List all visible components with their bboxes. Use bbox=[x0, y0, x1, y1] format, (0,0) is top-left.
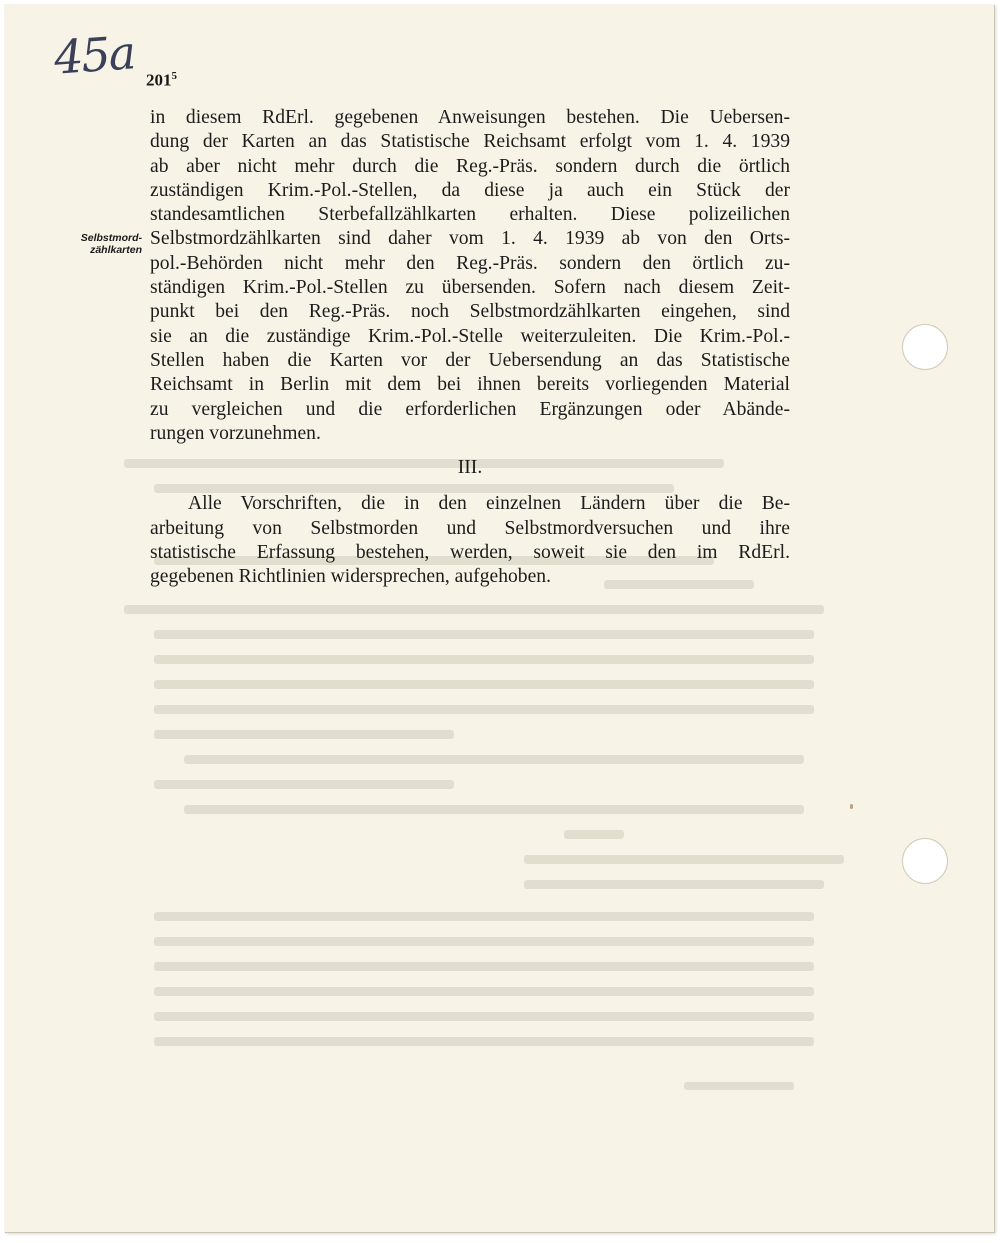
handwritten-page-mark: 45a bbox=[52, 25, 136, 85]
paragraph-2 bbox=[150, 492, 790, 589]
page-number-superscript: 5 bbox=[171, 70, 177, 82]
page-number-base: 201 bbox=[146, 70, 172, 90]
text-line: Alle Vorschriften, die in den einzelnen Ländern über die Be- bbox=[188, 493, 790, 515]
text-line: zu vergleichen und die erforderlichen Ergänzungen oder Abände- bbox=[150, 398, 790, 420]
text-line: sie an die zuständige Krim.-Pol.-Stelle weiterzuleiten. Die Krim.-Pol.- bbox=[150, 325, 790, 347]
text-line: Stellen haben die Karten vor der Uebersendung an das Statistische bbox=[150, 349, 790, 371]
text-line: Reichsamt in Berlin mit dem bei ihnen bereits vorliegenden Material bbox=[150, 374, 790, 396]
body-text bbox=[150, 106, 790, 590]
punch-hole bbox=[902, 838, 948, 884]
paragraph-1 bbox=[150, 106, 790, 446]
margin-note-line: zählkarten bbox=[90, 244, 142, 256]
paper-speck bbox=[850, 804, 853, 809]
margin-note bbox=[56, 232, 142, 256]
text-line: dung der Karten an das Statistische Reichsamt erfolgt vom 1. 4. 1939 bbox=[150, 131, 790, 153]
text-line: ab aber nicht mehr durch die Reg.-Präs. sondern durch die örtlich bbox=[150, 155, 790, 177]
text-line: standesamtlichen Sterbefallzählkarten erhalten. Diese polizeilichen bbox=[150, 204, 790, 226]
text-line: arbeitung von Selbstmorden und Selbstmordversuchen und ihre bbox=[150, 517, 790, 539]
section-heading: III. bbox=[457, 457, 483, 479]
document-page bbox=[4, 4, 994, 1232]
text-line: statistische Erfassung bestehen, werden, soweit sie den im RdErl. bbox=[150, 542, 790, 564]
text-line: Selbstmordzählkarten sind daher vom 1. 4. 1939 ab von den Orts- bbox=[150, 228, 790, 250]
page-number bbox=[146, 70, 177, 91]
text-line: pol.-Behörden nicht mehr den Reg.-Präs. sondern den örtlich zu- bbox=[150, 252, 790, 274]
text-line: ständigen Krim.-Pol.-Stellen zu übersenden. Sofern nach diesem Zeit- bbox=[150, 277, 790, 299]
punch-hole bbox=[902, 324, 948, 370]
text-line: in diesem RdErl. gegebenen Anweisungen bestehen. Die Uebersen- bbox=[150, 107, 790, 128]
text-line: gegebenen Richtlinien widersprechen, aufgehoben. bbox=[150, 566, 551, 588]
margin-note-line: Selbstmord- bbox=[80, 232, 142, 244]
text-line: zuständigen Krim.-Pol.-Stellen, da diese ja auch ein Stück der bbox=[150, 179, 790, 201]
text-line: rungen vorzunehmen. bbox=[150, 422, 321, 444]
text-line: punkt bei den Reg.-Präs. noch Selbstmordzählkarten eingehen, sind bbox=[150, 301, 790, 323]
